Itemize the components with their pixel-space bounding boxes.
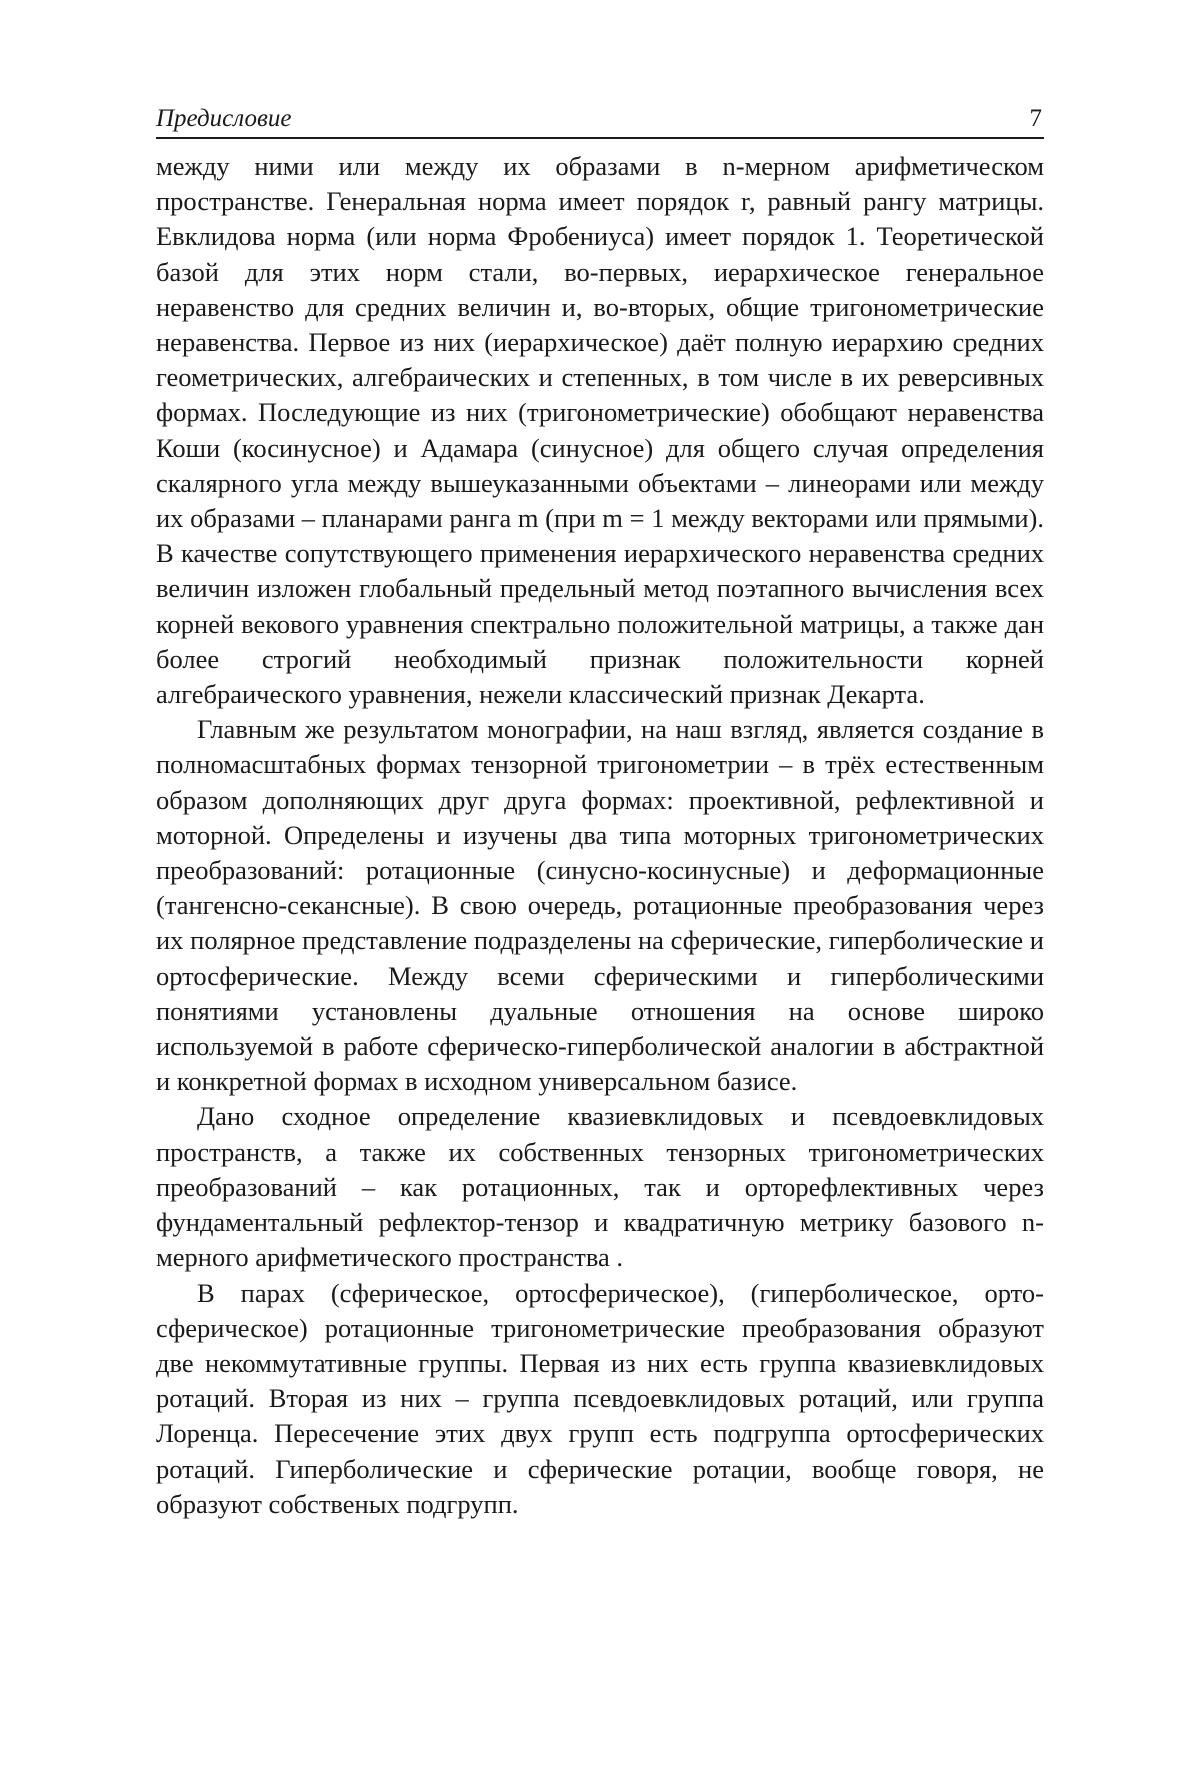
paragraph-3: Дано сходное определение квазиевклидовых и псевдоевклидовых пространств, а также их собственных тензорных тригонометрических преобразований – как ротационных, так и орторефлективных через фундаментальный рефлектор-тензор и квадратичную метрику базового n-мерного арифметического пространства . xyxy=(156,1101,1044,1273)
page-number: 7 xyxy=(1029,105,1042,132)
document-page xyxy=(156,100,1044,1522)
running-header xyxy=(156,100,1044,139)
paragraph-4: В парах (сферическое, ортосферическое), (гиперболическое, ортосферическое) ротационные тригонометрические преобразования образуют две некоммутативные группы. Первая из них есть группа квазиевклидовых ротаций. Вторая из них – группа псевдоевклидовых ротаций, или группа Лоренца. Пересечение этих двух групп есть подгруппа ортосферических ротаций. Гиперболические и сферические ротации, вообще говоря, не образуют собственых подгрупп. xyxy=(156,1277,1044,1519)
paragraph-1: между ними или между их образами в n-мерном арифметическом пространстве. Генеральная норма имеет порядок r, равный рангу матрицы. Евклидова норма (или норма Фробениуса) имеет порядок 1. Теоретической базой для этих норм стали, во-первых, иерархическое генеральное неравенство для средних величин и, во-вторых, общие тригонометрические неравенства. Первое из них (иерархическое) даёт полную иерархию средних геометрических, алгебраических и степенных, в том числе в их реверсивных формах. Последующие из них (тригонометрические) обобщают неравенства Коши (косинусное) и Адамара (синусное) для общего случая определения скалярного угла между вышеуказанными объектами – линеорами или между их образами – планарами ранга m (при m = 1 между векторами или прямыми). В качестве сопутствующего применения иерархического неравенства средних величин изложен глобальный предельный метод поэтапного вычисления всех корней векового уравнения спектрально положительной матрицы, а также дан более строгий необходимый признак положительности корней алгебраического уравнения, нежели классический признак Декарта. xyxy=(156,151,1044,710)
running-title: Предисловие xyxy=(156,105,292,132)
body-text xyxy=(156,149,1044,1522)
paragraph-2: Главным же результатом монографии, на наш взгляд, является создание в полномасштабных формах тензорной тригонометрии – в трёх естественным образом дополняющих друг друга формах: проективной, рефлективной и моторной. Определены и изучены два типа моторных тригонометрических преобразований: ротационные (синусно-косинусные) и деформационные (тангенсно-секансные). В свою очередь, ротационные преобразования через их полярное представление подразделены на сферические, гиперболические и ортосферические. Между всеми сферическими и гиперболическими понятиями установлены дуальные отношения на основе широко используемой в работе сферическо-гиперболической аналогии в абстрактной и конкретной формах в исходном универсальном базисе. xyxy=(156,714,1044,1097)
